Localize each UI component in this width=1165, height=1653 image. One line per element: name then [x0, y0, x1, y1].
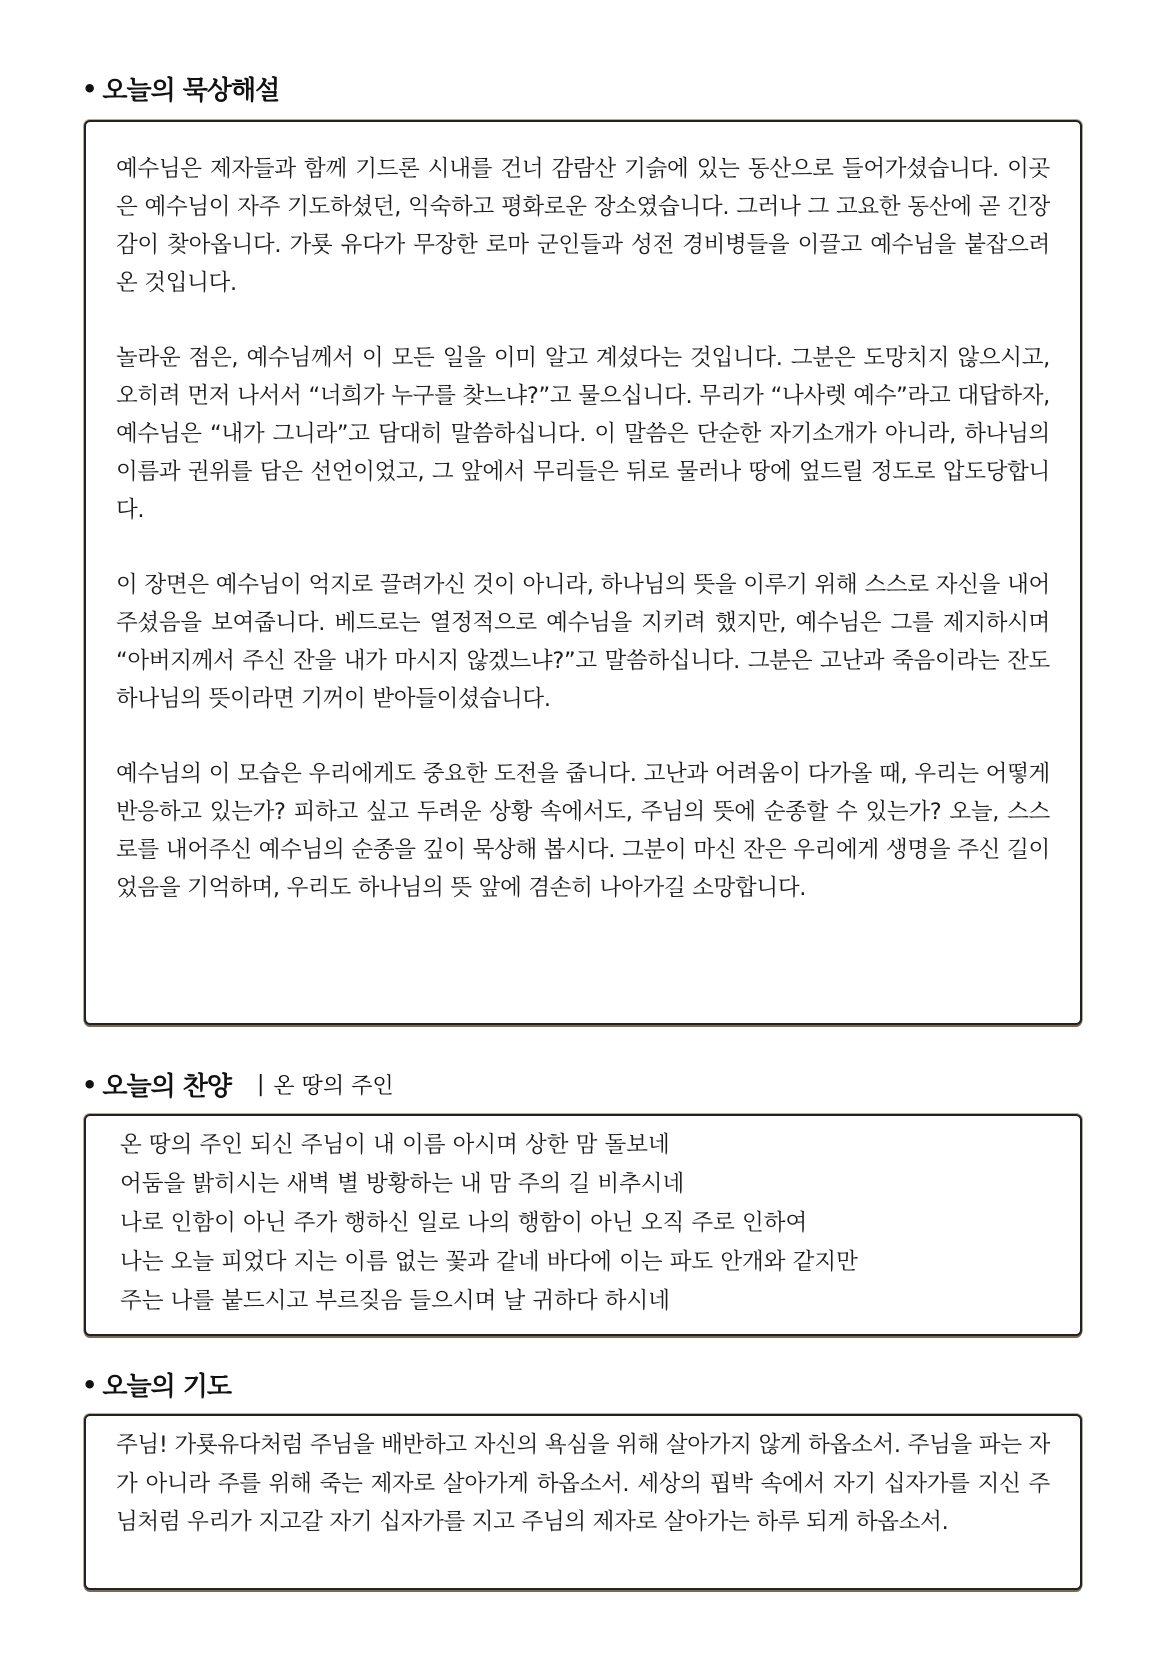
meditation-paragraph: 이 장면은 예수님이 억지로 끌려가신 것이 아니라, 하나님의 뜻을 이루기 위해 스스로 자신을 내어주셨음을 보여줍니다. 베드로는 열정적으로 예수님을 지키려 했지만, 예수님은 그를 제지하시며 “아버지께서 주신 잔을 내가 마시지 않겠느냐?”고 말씀하십니다. 그분은 고난과 죽음이라는 잔도 하나님의 뜻이라면 기꺼이 받아들이셨습니다. — [116, 572, 1050, 712]
meditation-heading — [82, 70, 279, 107]
prayer-heading — [82, 1366, 231, 1403]
prayer-text: 주님! 가룟유다처럼 주님을 배반하고 자신의 욕심을 위해 살아가지 않게 하옵소서. 주님을 파는 자가 아니라 주를 위해 죽는 제자로 살아가게 하옵소서. 세상의 핍박 속에서 자기 십자가를 지신 주님처럼 우리가 지고갈 자기 십자가를 지고 주님의 제자로 살아가는 하루 되게 하옵소서. — [116, 1432, 1050, 1535]
bullet-icon: • — [82, 1070, 97, 1099]
meditation-paragraph: 놀라운 점은, 예수님께서 이 모든 일을 이미 알고 계셨다는 것입니다. 그분은 도망치지 않으시고, 오히려 먼저 나서서 “너희가 누구를 찾느냐?”고 물으십니다. 무리가 “나사렛 예수”라고 대답하자, 예수님은 “내가 그니라”고 담대히 말씀하십니다. 이 말씀은 단순한 자기소개가 아니라, 하나님의 이름과 권위를 담은 선언이었고, 그 앞에서 무리들은 뒤로 물러나 땅에 엎드릴 정도로 압도당합니다. — [116, 345, 1050, 523]
hymn-line: 어둠을 밝히시는 새벽 별 방황하는 내 맘 주의 길 비추시네 — [120, 1171, 685, 1197]
hymn-title: 온 땅의 주인 — [273, 1074, 394, 1099]
hymn-box — [84, 1114, 1082, 1336]
bullet-icon: • — [82, 1370, 97, 1399]
bullet-icon: • — [82, 74, 97, 103]
hymn-line: 나는 오늘 피었다 지는 이름 없는 꽃과 같네 바다에 이는 파도 안개와 같지만 — [120, 1249, 858, 1275]
hymn-line: 온 땅의 주인 되신 주님이 내 이름 아시며 상한 맘 돌보네 — [120, 1132, 670, 1158]
meditation-paragraph: 예수님의 이 모습은 우리에게도 중요한 도전을 줍니다. 고난과 어려움이 다가올 때, 우리는 어떻게 반응하고 있는가? 피하고 싶고 두려운 상황 속에서도, 주님의 뜻에 순종할 수 있는가? 오늘, 스스로를 내어주신 예수님의 순종을 깊이 묵상해 봅시다. 그분이 마신 잔은 우리에게 생명을 주신 길이었음을 기억하며, 우리도 하나님의 뜻 앞에 겸손히 나아가길 소망합니다. — [116, 761, 1050, 901]
meditation-paragraph: 예수님은 제자들과 함께 기드론 시내를 건너 감람산 기슭에 있는 동산으로 들어가셨습니다. 이곳은 예수님이 자주 기도하셨던, 익숙하고 평화로운 장소였습니다. 그러나 그 고요한 동산에 곧 긴장감이 찾아옵니다. 가룟 유다가 무장한 로마 군인들과 성전 경비병들을 이끌고 예수님을 붙잡으려 온 것입니다. — [116, 156, 1050, 296]
meditation-box — [84, 120, 1082, 1025]
prayer-box — [84, 1414, 1082, 1590]
hymn-heading — [82, 1066, 394, 1103]
hymn-separator: | — [256, 1072, 264, 1097]
hymn-heading-label: 오늘의 찬양 — [102, 1072, 231, 1102]
hymn-line: 주는 나를 붙드시고 부르짖음 들으시며 날 귀하다 하시네 — [120, 1288, 670, 1314]
hymn-line: 나로 인함이 아닌 주가 행하신 일로 나의 행함이 아닌 오직 주로 인하여 — [120, 1210, 808, 1236]
meditation-heading-label: 오늘의 묵상해설 — [102, 76, 280, 106]
prayer-heading-label: 오늘의 기도 — [102, 1372, 231, 1402]
